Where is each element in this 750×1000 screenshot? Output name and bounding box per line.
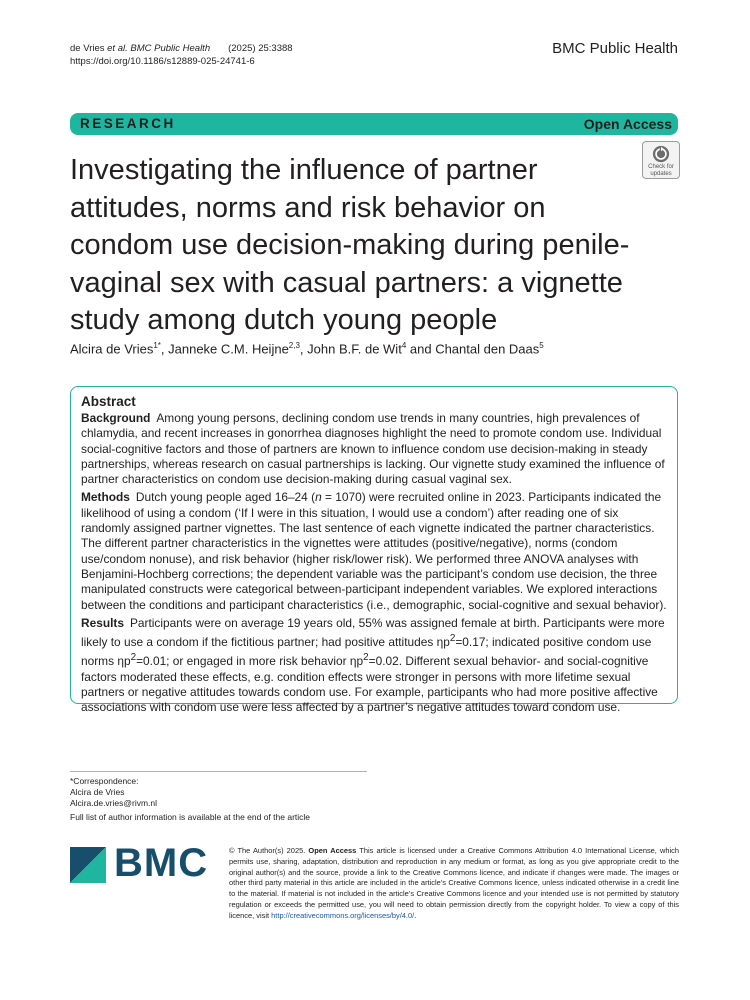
results-text-4: =0.02. Different sexual behavior- and social-cognitive factors moderated these effects, e.g. condition effects were stronger in persons with more lifetime sexual partners or negative attitudes towards condom use. For example, participants who had more positive affective associations with condom use were less affected by a partner’s negative attitudes toward condom use.: [81, 654, 658, 715]
article-type-banner: [70, 113, 678, 135]
correspondence-label: *Correspondence:: [70, 776, 139, 786]
license-notice: [229, 846, 679, 922]
author-list: [70, 341, 544, 356]
license-end: .: [414, 910, 417, 920]
author-affiliation: 1*: [153, 341, 161, 350]
correspondence-name: Alcira de Vries: [70, 787, 125, 798]
methods-n-symbol: n: [315, 490, 322, 505]
bmc-logo-mark-icon: [70, 847, 106, 883]
journal-name: BMC Public Health: [552, 40, 678, 57]
author-separator: ,: [299, 341, 308, 357]
results-text-3: =0.01; or engaged in more risk behavior ηp: [136, 654, 364, 669]
methods-label: Methods: [81, 490, 130, 505]
abstract-heading: Abstract: [81, 394, 136, 409]
citation-header: [70, 42, 293, 68]
results-label: Results: [81, 615, 124, 630]
abstract-results: [81, 616, 667, 716]
author-affiliation: 5: [539, 341, 544, 350]
article-type-label: RESEARCH: [80, 116, 176, 131]
check-for-updates-line2: updates: [650, 171, 672, 177]
doi-link[interactable]: https://doi.org/10.1186/s12889-025-24741-6: [70, 56, 255, 67]
check-for-updates-line1: Check for: [648, 164, 674, 170]
author-affiliation: 4: [401, 341, 407, 350]
author-info-note: Full list of author information is available at the end of the article: [70, 812, 311, 822]
citation-journal: et al. BMC Public Health: [107, 43, 211, 54]
open-access-label: Open Access: [583, 116, 672, 132]
author-separator: and: [406, 341, 436, 357]
refresh-badge-icon: [652, 145, 670, 163]
background-text: Among young persons, declining condom use trends in many countries, high prevalences of chlamydia, and recent increases in gonorrhea diagnoses highlight the need to promote condom use. Individual social-cognitive factors and those of partners are known to influence condom use decision-making in steady partnerships, whereas research on casual partnerships is lacking. Our vignette study examined the influence of partner characteristics on condom use decision-making during casual vaginal sex.: [81, 411, 665, 487]
author-affiliation: 2,3: [288, 341, 300, 350]
results-text-1: Participants were on average 19 years old, 55% was assigned female at birth. Participants were more likely to use a condom if the fictitious partner; had positive attitudes ηp: [81, 615, 665, 650]
citation-year: (2025) 25:3388: [228, 43, 293, 54]
check-for-updates-button[interactable]: [642, 141, 680, 179]
bmc-logo: [70, 841, 220, 885]
correspondence-email[interactable]: Alcira.de.vries@rivm.nl: [70, 798, 158, 809]
results-superscript: 2: [449, 633, 456, 645]
results-superscript: 2: [130, 652, 137, 664]
author-name[interactable]: John B.F. de Wit: [307, 341, 402, 357]
author-name[interactable]: Janneke C.M. Heijne: [168, 341, 289, 357]
article-title: Investigating the influence of partner attitudes, norms and risk behavior on condom use decision-making during penile-vaginal sex with casual partners: a vignette study among dutch young people: [70, 154, 630, 336]
bmc-logo-text: BMC: [114, 841, 209, 885]
license-copyright: © The Author(s) 2025.: [229, 846, 309, 855]
abstract-methods: [81, 490, 667, 612]
abstract-background: [81, 411, 667, 487]
citation-authors: de Vries: [70, 43, 108, 54]
license-open-access: Open Access: [308, 846, 357, 855]
methods-text-post: = 1070) were recruited online in 2023. Participants indicated the likelihood of using a condom (‘If I were in this situation, I would use a condom’) after reading one of six randomly assigned partner vignettes. The last sentence of each vignette indicated the partner characteristics. The different partner characteristics in the vignettes were attitudes (positive/negative), norms (condom use/condom nonuse), and risk behavior (higher risk/lower risk). We performed three ANOVA analyses with Benjamini-Hochberg corrections; the dependent variable was the participant’s condom use decision, the three manipulated constructs were categorical between-participant independent variables. We explored interactions between the conditions and participant characteristics (i.e., demographic, social-cognitive and sexual behavior).: [81, 490, 667, 612]
footnote-divider: [70, 771, 367, 772]
author-separator: ,: [160, 341, 169, 357]
license-body: This article is licensed under a Creative Commons Attribution 4.0 International License, which permits use, sharing, adaptation, distribution and reproduction in any medium or format, as long as you give appropriate credit to the original author(s) and the source, provide a link to the Creative Commons licence, and indicate if changes were made. The images or other third party material in this article are included in the article’s Creative Commons licence, unless indicated otherwise in a credit line to the material. If material is not included in the article’s Creative Commons licence and your intended use is not permitted by statutory regulation or exceeds the permitted use, you will need to obtain permission directly from the copyright holder. To view a copy of this licence, visit: [229, 846, 679, 920]
results-text-2: =0.17; indicated positive condom use norms ηp: [81, 635, 652, 669]
citation-line: [70, 42, 293, 55]
methods-text-pre: Dutch young people aged 16–24 (: [135, 490, 316, 505]
abstract-box: [70, 386, 678, 715]
license-link[interactable]: http://creativecommons.org/licenses/by/4.0/: [271, 910, 415, 920]
correspondence: [70, 776, 157, 810]
background-label: Background: [81, 411, 151, 425]
author-name[interactable]: Chantal den Daas: [435, 341, 540, 357]
results-superscript: 2: [363, 652, 369, 664]
author-name[interactable]: Alcira de Vries: [70, 341, 154, 357]
